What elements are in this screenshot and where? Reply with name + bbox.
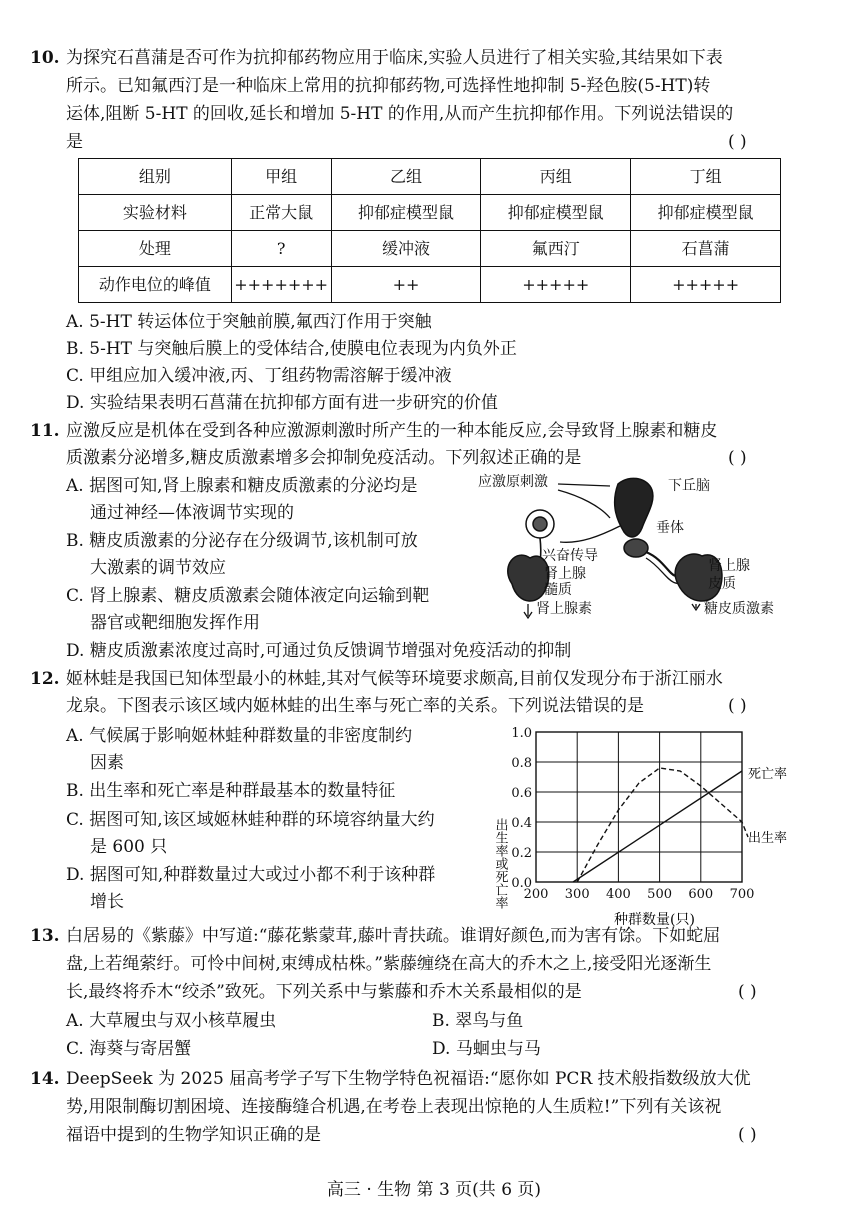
question-text: 应激反应是机体在受到各种应激源刺激时所产生的一种本能反应,会导致肾上腺素和糖皮 (66, 421, 718, 441)
birth-death-rate-chart (486, 718, 806, 928)
table-row (79, 159, 781, 195)
label-excitation: 兴奋传导 (542, 548, 598, 564)
label-hypothalamus: 下丘脑 (668, 478, 710, 494)
answer-paren: ( ) (738, 1125, 757, 1145)
label-adrenaline: 肾上腺素 (536, 601, 592, 617)
y-tick-label: 0.6 (511, 786, 532, 801)
question-text: 龙泉。下图表示该区域内姬林蛙的出生率与死亡率的关系。下列说法错误的是 (66, 696, 644, 716)
question-text: 姬林蛙是我国已知体型最小的林蛙,其对气候等环境要求颇高,目前仅发现分布于浙江丽水 (66, 669, 723, 689)
table-cell: 缓冲液 (331, 231, 481, 267)
table-cell: 实验材料 (79, 195, 232, 231)
y-tick-label: 0.0 (511, 876, 532, 891)
table-cell: 石菖蒲 (631, 231, 781, 267)
option-a-cont: 因素 (90, 753, 124, 773)
option-a[interactable]: A. 5-HT 转运体位于突触前膜,氟西汀作用于突触 (66, 312, 432, 332)
series-line-death (573, 771, 742, 882)
y-tick-label: 1.0 (511, 726, 532, 741)
option-c-cont: 器官或靶细胞发挥作用 (90, 613, 260, 633)
question-text: DeepSeek 为 2025 届高考学子写下生物学特色祝福语:“愿你如 PCR 技术般指数级放大优 (66, 1069, 751, 1089)
option-b[interactable]: B. 糖皮质激素的分泌存在分级调节,该机制可放 (66, 531, 418, 551)
hypothalamus-shape (615, 478, 653, 537)
y-axis-label: 出生率或死亡率 (492, 818, 508, 909)
table-cell: +++++++ (231, 267, 331, 303)
table-cell: +++++ (481, 267, 631, 303)
x-tick-label: 400 (605, 887, 631, 902)
table-cell: 动作电位的峰值 (79, 267, 232, 303)
table-cell: 抑郁症模型鼠 (481, 195, 631, 231)
y-tick-label: 0.8 (511, 756, 532, 771)
table-row (79, 195, 781, 231)
label-stimulus: 应激原刺激 (478, 474, 548, 490)
label-pituitary: 垂体 (656, 520, 684, 536)
table-cell: 抑郁症模型鼠 (331, 195, 481, 231)
option-c[interactable]: C. 海葵与寄居蟹 (66, 1039, 192, 1059)
question-text: 长,最终将乔木“绞杀”致死。下列关系中与紫藤和乔木关系最相似的是 (66, 982, 582, 1002)
y-tick-label: 0.4 (511, 816, 532, 831)
question-text: 福语中提到的生物学知识正确的是 (66, 1125, 321, 1145)
question-text: 运体,阻断 5-HT 的回收,延长和增加 5-HT 的作用,从而产生抗抑郁作用。下列说法错误的 (66, 104, 734, 124)
option-b[interactable]: B. 出生率和死亡率是种群最基本的数量特征 (66, 781, 396, 801)
stress-response-diagram (470, 466, 800, 636)
x-tick-label: 300 (564, 887, 590, 902)
page-footer: 高三 · 生物 第 3 页(共 6 页) (326, 1180, 542, 1200)
option-a[interactable]: A. 气候属于影响姬林蛙种群数量的非密度制约 (66, 726, 413, 746)
question-text: 势,用限制酶切割困境、连接酶缝合机遇,在考卷上表现出惊艳的人生质粒!”下列有关该祝 (66, 1097, 722, 1117)
question-number: 11. (30, 421, 60, 441)
option-b-cont: 大激素的调节效应 (90, 558, 226, 578)
question-number: 14. (30, 1069, 60, 1089)
question-number: 10. (30, 48, 60, 68)
option-c[interactable]: C. 肾上腺素、糖皮质激素会随体液定向运输到靶 (66, 586, 430, 606)
option-d[interactable]: D. 马蛔虫与马 (432, 1039, 541, 1059)
x-tick-label: 200 (523, 887, 549, 902)
option-b[interactable]: B. 5-HT 与突触后膜上的受体结合,使膜电位表现为内负外正 (66, 339, 517, 359)
series-label-birth: 出生率 (748, 831, 788, 846)
option-d[interactable]: D. 实验结果表明石菖蒲在抗抑郁方面有进一步研究的价值 (66, 393, 498, 413)
x-tick-label: 500 (647, 887, 673, 902)
question-text: 白居易的《紫藤》中写道:“藤花紫蒙茸,藤叶青扶疏。谁谓好颜色,而为害有馀。下如蛇屈 (66, 926, 721, 946)
label-medulla-1: 肾上腺 (544, 566, 586, 582)
table-cell: 甲组 (231, 159, 331, 195)
table-cell: ? (231, 231, 331, 267)
table-row (79, 267, 781, 303)
table-cell: 正常大鼠 (231, 195, 331, 231)
label-cortex-1: 肾上腺 (708, 558, 750, 574)
label-medulla-2: 髓质 (544, 582, 572, 598)
table-cell: 氟西汀 (481, 231, 631, 267)
table-cell: 丁组 (631, 159, 781, 195)
label-glucocorticoid: 糖皮质激素 (704, 601, 774, 617)
table-cell: 抑郁症模型鼠 (631, 195, 781, 231)
option-a-cont: 通过神经—体液调节实现的 (90, 503, 294, 523)
answer-paren: ( ) (728, 448, 747, 468)
answer-paren: ( ) (728, 696, 747, 716)
question-text: 质激素分泌增多,糖皮质激素增多会抑制免疫活动。下列叙述正确的是 (66, 448, 582, 468)
series-label-death: 死亡率 (748, 767, 788, 782)
table-cell: ++ (331, 267, 481, 303)
pituitary-shape (624, 539, 648, 557)
option-a[interactable]: A. 大草履虫与双小核草履虫 (66, 1011, 277, 1031)
option-d-cont: 增长 (90, 892, 124, 912)
question-text: 为探究石菖蒲是否可作为抗抑郁药物应用于临床,实验人员进行了相关实验,其结果如下表 (66, 48, 723, 68)
table-cell: 乙组 (331, 159, 481, 195)
x-tick-label: 700 (729, 887, 755, 902)
table-cell: 组别 (79, 159, 232, 195)
question-text: 所示。已知氟西汀是一种临床上常用的抗抑郁药物,可选择性地抑制 5-羟色胺(5-HT)转 (66, 76, 711, 96)
question-text: 是 (66, 132, 83, 152)
table-row (79, 231, 781, 267)
plot-frame (536, 732, 742, 882)
answer-paren: ( ) (738, 982, 757, 1002)
question-number: 13. (30, 926, 60, 946)
x-tick-label: 600 (688, 887, 714, 902)
table-cell: 丙组 (481, 159, 631, 195)
option-c[interactable]: C. 据图可知,该区域姬林蛙种群的环境容纳量大约 (66, 810, 435, 830)
option-b[interactable]: B. 翠鸟与鱼 (432, 1011, 524, 1031)
option-c[interactable]: C. 甲组应加入缓冲液,丙、丁组药物需溶解于缓冲液 (66, 366, 452, 386)
question-number: 12. (30, 669, 60, 689)
y-tick-label: 0.2 (511, 846, 532, 861)
option-d[interactable]: D. 据图可知,种群数量过大或过小都不利于该种群 (66, 865, 436, 885)
answer-paren: ( ) (728, 132, 747, 152)
option-d[interactable]: D. 糖皮质激素浓度过高时,可通过负反馈调节增强对免疫活动的抑制 (66, 641, 572, 661)
series-line-birth (577, 768, 748, 882)
table-cell: 处理 (79, 231, 232, 267)
option-c-cont: 是 600 只 (90, 837, 168, 857)
experiment-table (78, 158, 781, 303)
table-cell: +++++ (631, 267, 781, 303)
question-text: 盘,上若绳萦纡。可怜中间树,束缚成枯株。”紫藤缠绕在高大的乔木之上,接受阳光逐渐生 (66, 954, 712, 974)
label-cortex-2: 皮质 (708, 576, 736, 592)
x-axis-label: 种群数量(只) (614, 912, 695, 928)
option-a[interactable]: A. 据图可知,肾上腺素和糖皮质激素的分泌均是 (66, 476, 418, 496)
